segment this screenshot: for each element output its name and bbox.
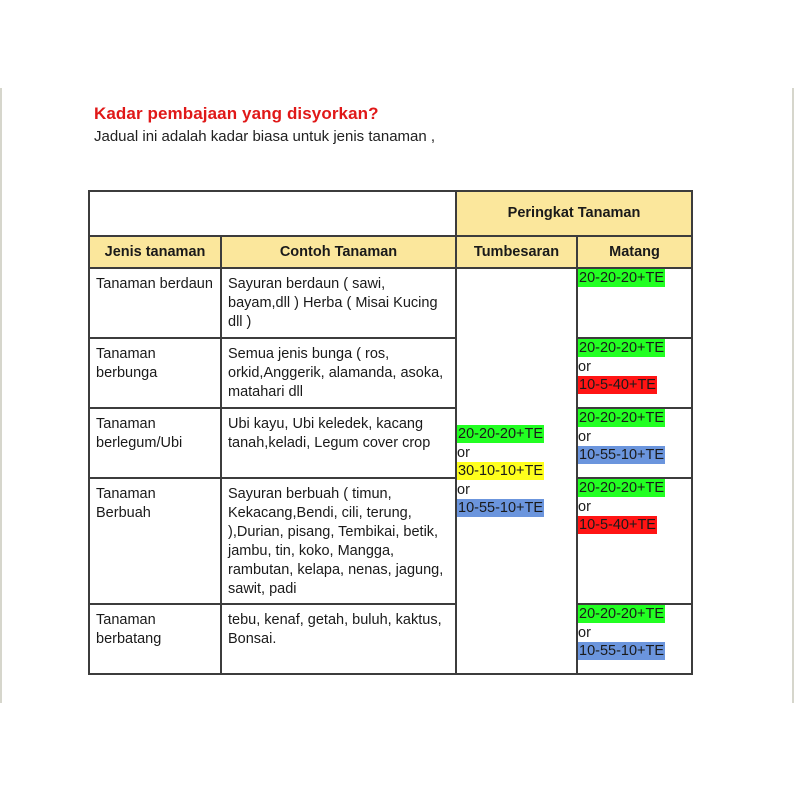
or-separator: or <box>578 499 591 515</box>
page-title: Kadar pembajaan yang disyorkan? <box>94 104 379 123</box>
cell-contoh: Sayuran berdaun ( sawi, bayam,dll ) Herba ( Misai Kucing dll ) <box>221 268 456 338</box>
cell-matang-rates <box>577 478 692 604</box>
table-row <box>89 604 692 674</box>
column-header-tumbesaran: Tumbesaran <box>456 236 577 268</box>
cell-jenis: Tanaman berbunga <box>89 338 221 408</box>
or-separator: or <box>578 625 591 641</box>
or-separator: or <box>578 429 591 445</box>
cell-matang-rates <box>577 408 692 478</box>
column-header-jenis: Jenis tanaman <box>89 236 221 268</box>
table-row <box>89 268 692 338</box>
column-header-contoh: Contoh Tanaman <box>221 236 456 268</box>
fertilizer-rate-green: 20-20-20+TE <box>579 340 665 356</box>
cell-jenis: Tanaman berbatang <box>89 604 221 674</box>
fertilizer-rate-green: 20-20-20+TE <box>579 270 665 286</box>
page-edge-right <box>792 88 794 703</box>
page-subtitle: Jadual ini adalah kadar biasa untuk jenis tanaman , <box>94 128 436 145</box>
cell-jenis: Tanaman berlegum/Ubi <box>89 408 221 478</box>
fertilizer-rate-red: 10-5-40+TE <box>579 517 656 533</box>
fertilizer-rate-blue: 10-55-10+TE <box>579 447 665 463</box>
cell-jenis: Tanaman berdaun <box>89 268 221 338</box>
fertilizer-rate-green: 20-20-20+TE <box>458 425 544 442</box>
cell-contoh: Semua jenis bunga ( ros, orkid,Anggerik, alamanda, asoka, matahari dll <box>221 338 456 408</box>
table-row <box>89 408 692 478</box>
fertilizer-rate-blue: 10-55-10+TE <box>579 643 665 659</box>
table-row <box>89 338 692 408</box>
table-row <box>89 478 692 604</box>
fertilizer-rate-table <box>88 190 693 675</box>
cell-matang-rates <box>577 604 692 674</box>
fertilizer-rate-yellow: 30-10-10+TE <box>458 462 544 479</box>
cell-contoh: Ubi kayu, Ubi keledek, kacang tanah,keladi, Legum cover crop <box>221 408 456 478</box>
group-header-peringkat: Peringkat Tanaman <box>456 191 692 236</box>
page-edge-left <box>0 88 2 703</box>
cell-matang-rates <box>577 268 692 338</box>
column-header-row <box>89 236 692 268</box>
fertilizer-rate-green: 20-20-20+TE <box>579 606 665 622</box>
or-separator: or <box>457 444 470 461</box>
cell-tumbesaran-rates <box>456 268 577 674</box>
empty-header-cell <box>89 191 456 236</box>
cell-matang-rates <box>577 338 692 408</box>
fertilizer-rate-red: 10-5-40+TE <box>579 377 656 393</box>
fertilizer-rate-green: 20-20-20+TE <box>579 410 665 426</box>
fertilizer-rate-green: 20-20-20+TE <box>579 480 665 496</box>
cell-contoh: Sayuran berbuah ( timun, Kekacang,Bendi, cili, terung, ),Durian, pisang, Tembikai, betik, jambu, tin, koko, Mangga, rambutan, kelapa, nenas, jagung, sawit, padi <box>221 478 456 604</box>
or-separator: or <box>578 359 591 375</box>
cell-contoh: tebu, kenaf, getah, buluh, kaktus, Bonsai. <box>221 604 456 674</box>
group-header-row <box>89 191 692 236</box>
or-separator: or <box>457 481 470 498</box>
cell-jenis: Tanaman Berbuah <box>89 478 221 604</box>
fertilizer-rate-blue: 10-55-10+TE <box>458 499 544 516</box>
column-header-matang: Matang <box>577 236 692 268</box>
